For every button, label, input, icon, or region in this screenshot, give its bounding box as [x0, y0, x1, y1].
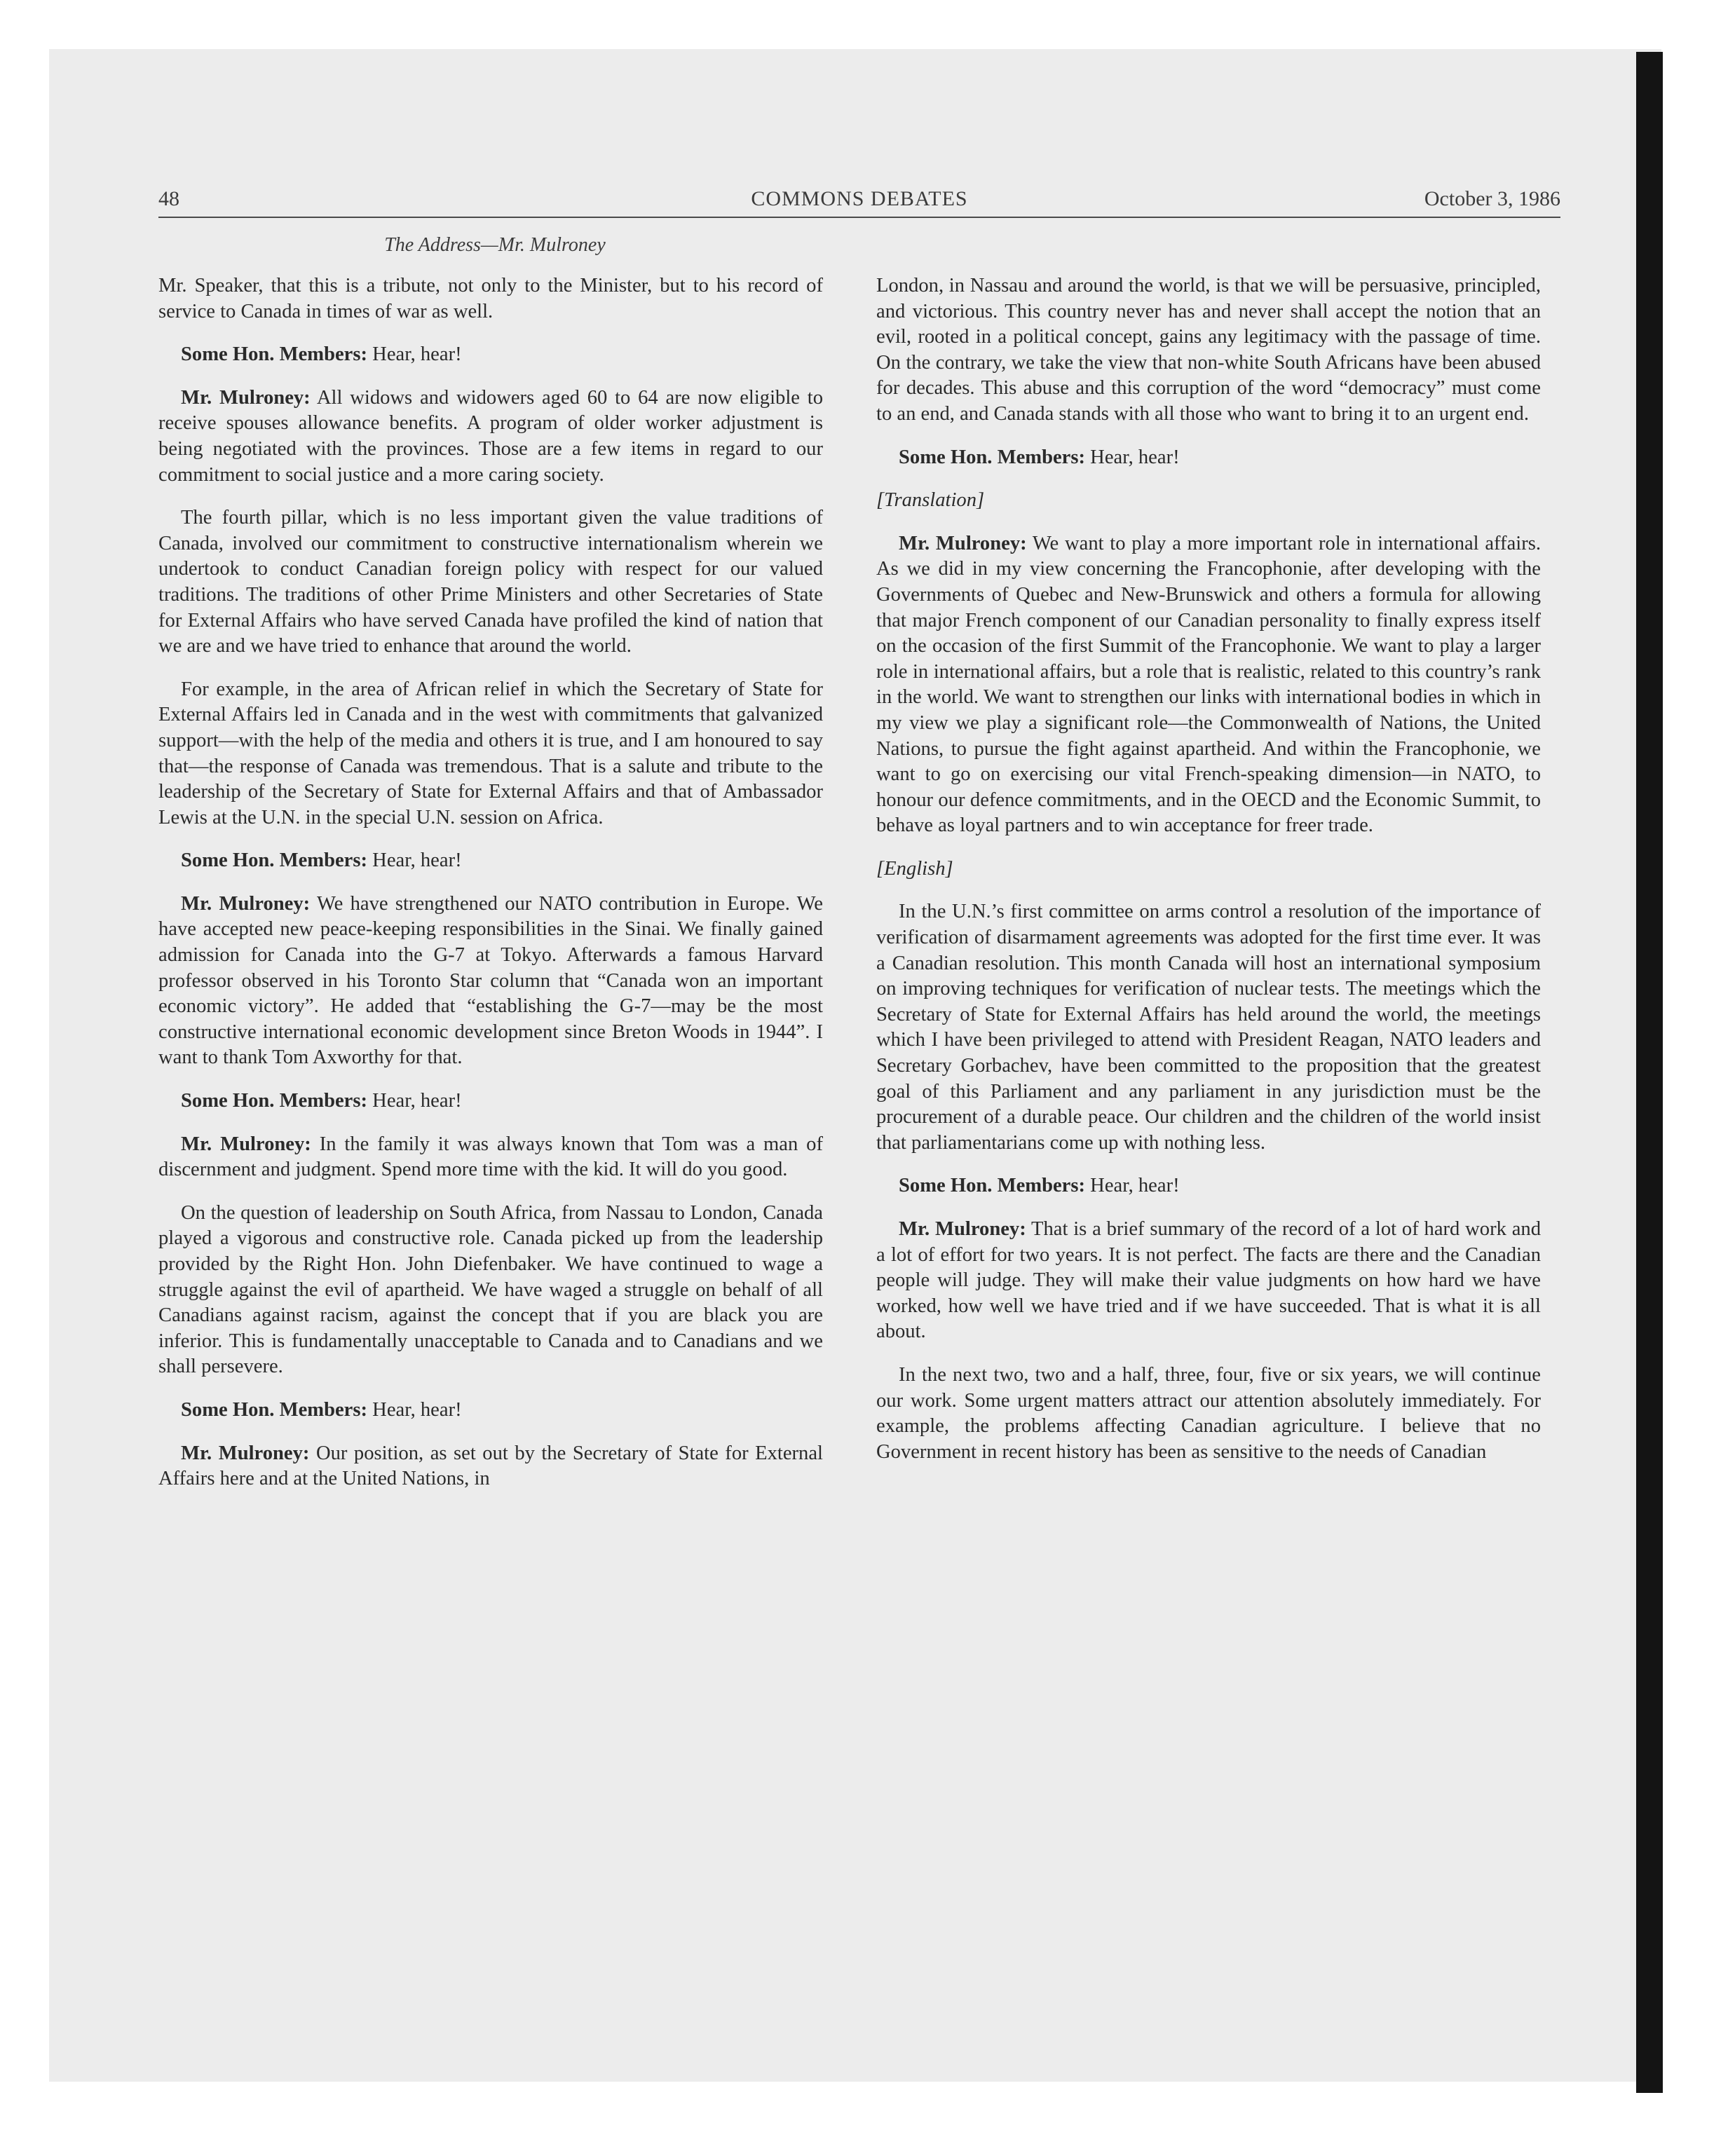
paragraph-text: On the question of leadership on South Africa, from Nassau to London, Canada played a vigorous and constructive role. Canada picked up from the leadership provided by the Right Hon. John Diefenbaker. We have continued to wage a struggle against the evil of apartheid. We have waged a struggle on behalf of all Canadians against racism, against the concept that if you are black you are inferior. This is fundamentally unacceptable to Canada and to Canadians and we shall persevere. — [158, 1201, 823, 1378]
page-header — [158, 184, 1560, 214]
paragraph-text: Hear, hear! — [367, 850, 462, 872]
speaker-label: Some Hon. Members: — [899, 1175, 1086, 1197]
speaker-label: Some Hon. Members: — [181, 1090, 368, 1112]
paragraph — [876, 899, 1541, 1156]
speaker-label: Mr. Mulroney: — [181, 1133, 311, 1155]
speaker-label: Some Hon. Members: — [899, 446, 1086, 468]
speaker-label: Mr. Mulroney: — [181, 892, 311, 915]
paragraph — [876, 273, 1541, 428]
paragraph — [158, 273, 823, 325]
paragraph — [158, 1441, 823, 1492]
paragraph — [158, 892, 823, 1071]
left-column — [158, 273, 823, 1510]
paragraph-text: Our position, as set out by the Secretary of State for External Affairs here and at the United Nations, in — [158, 1442, 823, 1490]
paragraph-text: Hear, hear! — [367, 343, 462, 366]
speaker-label: Some Hon. Members: — [181, 850, 368, 872]
paragraph — [876, 1217, 1541, 1345]
paragraph — [158, 1132, 823, 1183]
speaker-label: Mr. Mulroney: — [181, 386, 311, 409]
language-marker: [Translation] — [876, 489, 985, 512]
paragraph — [876, 1363, 1541, 1465]
paragraph-text: That is a brief summary of the record of a lot of hard work and a lot of effort for two years. It is not perfect. The facts are there and the Canadian people will judge. They will make their value judgments on how hard we have worked, how well we have tried and if we have succeeded. That is what it is all about. — [876, 1218, 1541, 1343]
paragraph-text: Hear, hear! — [1085, 446, 1180, 468]
paragraph — [876, 445, 1541, 471]
paragraph — [158, 342, 823, 368]
paragraph-text: London, in Nassau and around the world, is that we will be persuasive, principled, and victorious. This country never has and never shall accept the notion that an evil, rooted in a political concept, gains any legitimacy with the passage of time. On the contrary, we take the view that non-white South Africans have been abused for decades. This abuse and this corruption of the word “democracy” must come to an end, and Canada stands with all those who want to bring it to an urgent end. — [876, 275, 1541, 425]
paragraph — [158, 1089, 823, 1114]
paragraph-text: In the next two, two and a half, three, four, five or six years, we will continue our work. Some urgent matters attract our attention absolutely immediately. For example, the problems affecting Canadian agriculture. I believe that no Government in recent history has been as sensitive to the needs of Canadian — [876, 1363, 1541, 1463]
header-rule — [158, 217, 1560, 218]
publication-date: October 3, 1986 — [1424, 187, 1560, 210]
paragraph-text: Mr. Speaker, that this is a tribute, not only to the Minister, but to his record of service to Canada in times of war as well. — [158, 275, 823, 322]
paragraph-text: Hear, hear! — [367, 1090, 462, 1112]
speaker-label: Mr. Mulroney: — [899, 532, 1027, 554]
publication-title: COMMONS DEBATES — [751, 187, 968, 210]
paragraph — [158, 1398, 823, 1424]
page-number: 48 — [158, 187, 179, 210]
paragraph-text: For example, in the area of African relief in which the Secretary of State for External Affairs led in Canada and in the west with commitments that galvanized support—with the help of the media and others it is true, and I am honoured to say that—the response of Canada was tremendous. That is a salute and tribute to the leadership of the Secretary of State for External Affairs and that of Ambassador Lewis at the U.N. in the special U.N. session on Africa. — [158, 678, 823, 828]
language-marker: [English] — [876, 857, 953, 880]
speaker-label: Mr. Mulroney: — [181, 1442, 310, 1464]
paragraph — [158, 848, 823, 874]
paragraph — [158, 386, 823, 488]
paragraph — [158, 505, 823, 660]
paragraph-text: In the family it was always known that Tom was a man of discernment and judgment. Spend more time with the kid. It will do you good. — [158, 1133, 823, 1181]
paragraph-text: In the U.N.’s first committee on arms control a resolution of the importance of verification of disarmament agreements was adopted for the first time ever. It was a Canadian resolution. This month Canada will host an international symposium on improving techniques for verification of nuclear tests. The meetings which the Secretary of State for External Affairs has held around the world, the meetings which I have been privileged to attend with President Reagan, NATO leaders and Secretary Gorbachev, have been committed to the proposition that the greatest goal of this Parliament and any parliament in any jurisdiction must be the procurement of a durable peace. Our children and the children of the world insist that parliamentarians come up with nothing less. — [876, 901, 1541, 1154]
paragraph-text: The fourth pillar, which is no less important given the value traditions of Canada, involved our commitment to constructive internationalism wherein we undertook to conduct Canadian foreign policy with respect for our valued traditions. The traditions of other Prime Ministers and other Secretaries of State for External Affairs who have served Canada have profiled the kind of nation that we are and we have tried to enhance that around the world. — [158, 507, 823, 657]
paragraph-text: We have strengthened our NATO contribution in Europe. We have accepted new peace-keeping responsibilities in the Sinai. We finally gained admission for Canada into the G-7 at Tokyo. Afterwards a famous Harvard professor observed in his Toronto Star column that “Canada won an important economic victory”. He added that “establishing the G-7—may be the most constructive international economic development since Breton Woods in 1944”. I want to thank Tom Axworthy for that. — [158, 892, 823, 1069]
paragraph-text: Hear, hear! — [1085, 1175, 1180, 1197]
paragraph — [876, 531, 1541, 839]
speaker-label: Some Hon. Members: — [181, 1398, 368, 1421]
right-column — [876, 273, 1541, 1482]
paragraph — [158, 677, 823, 831]
running-head: The Address—Mr. Mulroney — [384, 234, 606, 256]
speaker-label: Mr. Mulroney: — [899, 1218, 1026, 1240]
paragraph — [876, 1173, 1541, 1199]
paragraph-text: All widows and widowers aged 60 to 64 are now eligible to receive spouses allowance benefits. A program of older worker adjustment is being negotiated with the provinces. Those are a few items in regard to our commitment to social justice and a more caring society. — [158, 386, 823, 486]
speaker-label: Some Hon. Members: — [181, 343, 368, 366]
scan-edge-shadow — [1636, 52, 1663, 2093]
paragraph — [158, 1201, 823, 1380]
paragraph-text: Hear, hear! — [367, 1398, 462, 1421]
paragraph-text: We want to play a more important role in international affairs. As we did in my view concerning the Francophonie, after developing with the Governments of Quebec and New-Brunswick and others a formula for allowing that major French component of our Canadian personality to finally express itself on the occasion of the first Summit of the Francophonie. We want to play a larger role in international affairs, but a role that is realistic, related to this country’s rank in the world. We want to strengthen our links with international bodies in which in my view we play a significant role—the Commonwealth of Nations, the United Nations, to pursue the fight against apartheid. And within the Francophonie, we want to go on exercising our vital French-speaking dimension—in NATO, to honour our defence commitments, and in the OECD and the Economic Summit, to behave as loyal partners and to win acceptance for freer trade. — [876, 532, 1542, 837]
